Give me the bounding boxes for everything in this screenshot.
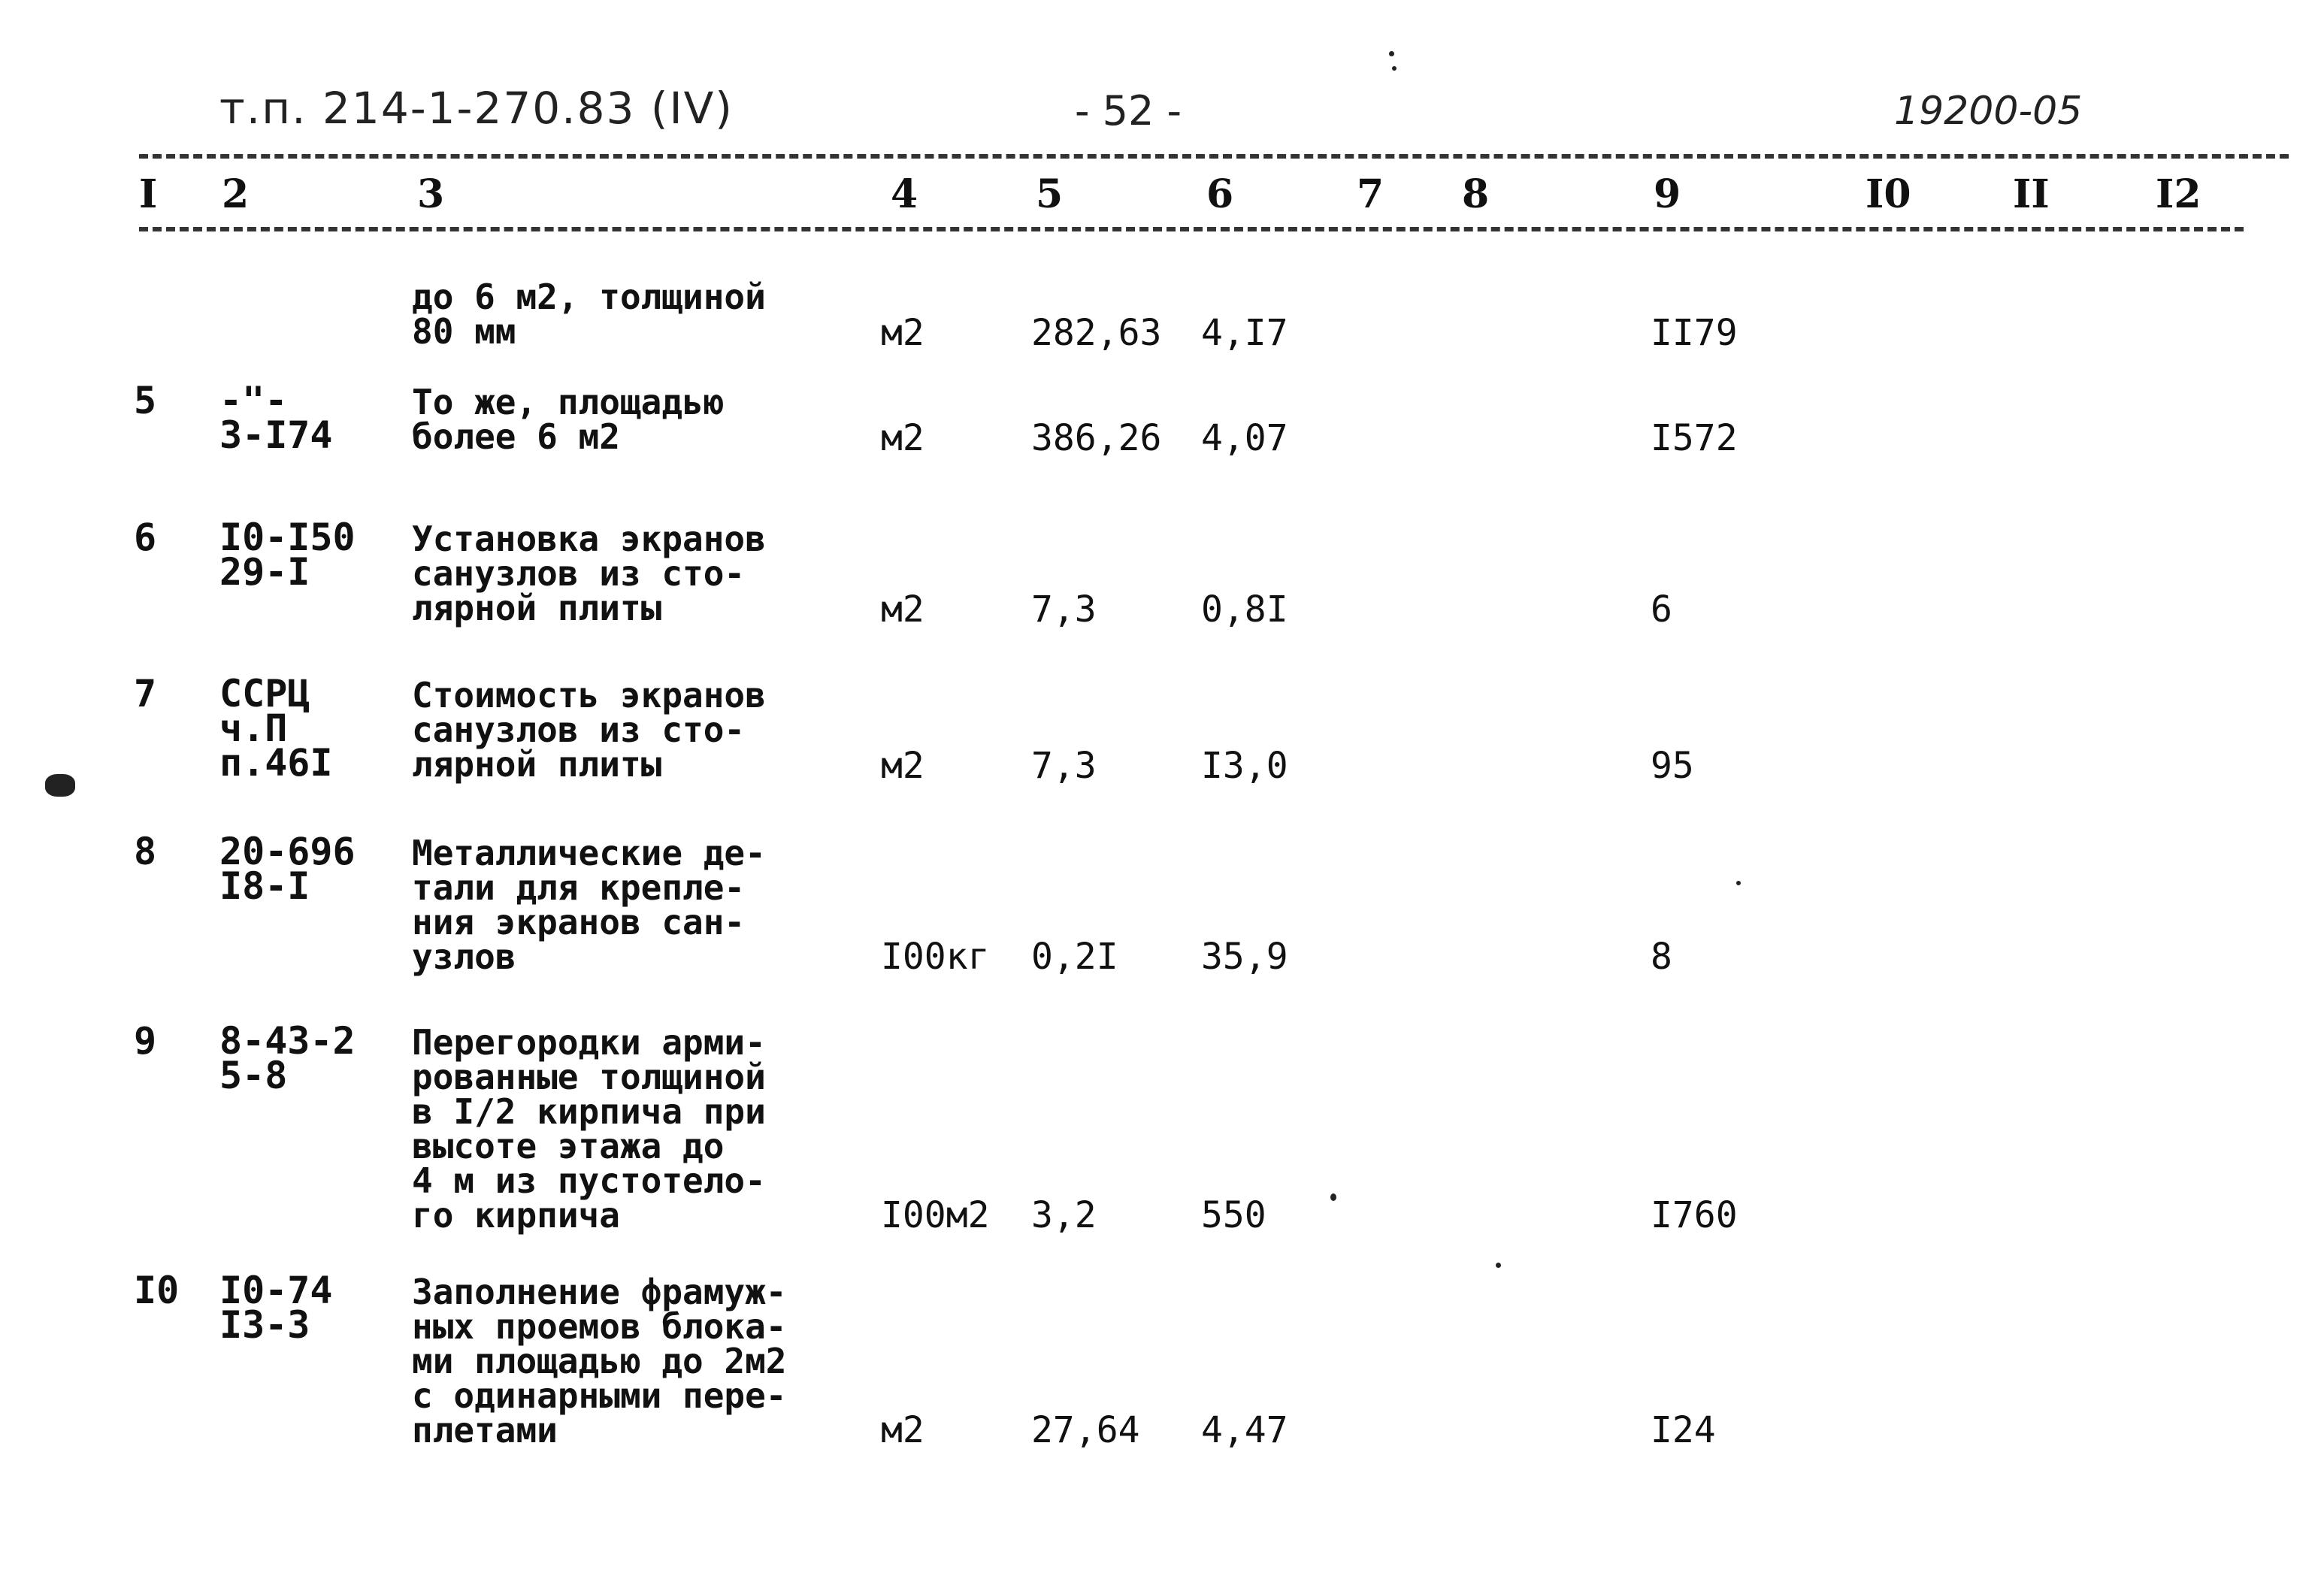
row-quantity: 7,3 bbox=[1031, 745, 1097, 787]
row-description: Стоимость экранов санузлов из сто- лярной плиты bbox=[412, 675, 766, 785]
row-quantity: 7,3 bbox=[1031, 588, 1097, 631]
column-number: II bbox=[2013, 171, 2050, 217]
column-number: 7 bbox=[1357, 171, 1384, 217]
row-quantity: 282,63 bbox=[1031, 312, 1162, 354]
column-number: 4 bbox=[891, 171, 918, 217]
row-price: I3,0 bbox=[1201, 745, 1288, 787]
page-number: - 52 - bbox=[1075, 87, 1182, 135]
scan-speck bbox=[1736, 881, 1741, 885]
row-price: 35,9 bbox=[1201, 936, 1288, 978]
header-rule-bottom bbox=[139, 227, 2244, 231]
row-price: 4,07 bbox=[1201, 417, 1288, 459]
row-description: Перегородки арми- рованные толщиной в I/2 кирпича при высоте этажа до 4 м из пустотело- го кирпича bbox=[412, 1022, 766, 1236]
row-code: 20-696 I8-I bbox=[219, 830, 356, 908]
row-description: до 6 м2, толщиной 80 мм bbox=[412, 277, 766, 352]
row-unit: I00кг bbox=[881, 936, 990, 978]
row-number: 6 bbox=[134, 516, 157, 559]
row-description: То же, площадью более 6 м2 bbox=[412, 382, 725, 457]
column-number: 5 bbox=[1036, 171, 1064, 217]
scan-speck bbox=[1392, 66, 1397, 71]
scan-speck bbox=[1496, 1263, 1501, 1268]
column-number: 3 bbox=[417, 171, 445, 217]
row-total: 95 bbox=[1651, 745, 1694, 787]
row-number: I0 bbox=[134, 1269, 180, 1312]
row-unit: м2 bbox=[881, 417, 924, 459]
row-quantity: 27,64 bbox=[1031, 1409, 1140, 1451]
row-description: Металлические де- тали для крепле- ния экранов сан- узлов bbox=[412, 833, 766, 977]
row-unit: м2 bbox=[881, 1409, 924, 1451]
row-total: I572 bbox=[1651, 417, 1738, 459]
column-number: 8 bbox=[1462, 171, 1490, 217]
row-total: I24 bbox=[1651, 1409, 1716, 1451]
row-total: II79 bbox=[1651, 312, 1738, 354]
row-price: 4,I7 bbox=[1201, 312, 1288, 354]
row-quantity: 0,2I bbox=[1031, 936, 1118, 978]
row-description: Заполнение фрамуж- ных проемов блока- ми площадью до 2м2 с одинарными пере- плетами bbox=[412, 1272, 787, 1450]
column-number: 2 bbox=[222, 171, 250, 217]
row-total: I760 bbox=[1651, 1194, 1738, 1236]
row-unit: I00м2 bbox=[881, 1194, 990, 1236]
row-number: 9 bbox=[134, 1019, 157, 1063]
row-unit: м2 bbox=[881, 745, 924, 787]
row-unit: м2 bbox=[881, 588, 924, 631]
column-number: 6 bbox=[1206, 171, 1234, 217]
document-reference: т.п. 214-1-270.83 (IV) bbox=[219, 83, 734, 134]
row-quantity: 3,2 bbox=[1031, 1194, 1097, 1236]
row-unit: м2 bbox=[881, 312, 924, 354]
document-code: 19200-05 bbox=[1894, 89, 2083, 134]
row-price: 550 bbox=[1201, 1194, 1266, 1236]
row-code: 8-43-2 5-8 bbox=[219, 1019, 356, 1097]
column-number: I2 bbox=[2156, 171, 2201, 217]
row-code: I0-74 I3-3 bbox=[219, 1269, 333, 1347]
row-price: 0,8I bbox=[1201, 588, 1288, 631]
row-number: 5 bbox=[134, 379, 157, 422]
header-rule-top bbox=[139, 154, 2289, 159]
row-price: 4,47 bbox=[1201, 1409, 1288, 1451]
scan-blot bbox=[45, 774, 75, 797]
scan-speck bbox=[1330, 1193, 1336, 1201]
row-code: -"- 3-I74 bbox=[219, 379, 333, 457]
row-total: 6 bbox=[1651, 588, 1672, 631]
row-number: 8 bbox=[134, 830, 157, 873]
column-number: I bbox=[139, 171, 158, 217]
column-number: 9 bbox=[1654, 171, 1681, 217]
row-code: ССРЦ ч.П п.46I bbox=[219, 672, 333, 785]
row-description: Установка экранов санузлов из сто- лярной плиты bbox=[412, 519, 766, 628]
column-number: I0 bbox=[1866, 171, 1911, 217]
row-code: I0-I50 29-I bbox=[219, 516, 356, 594]
row-quantity: 386,26 bbox=[1031, 417, 1162, 459]
row-number: 7 bbox=[134, 672, 157, 715]
row-total: 8 bbox=[1651, 936, 1672, 978]
scan-speck bbox=[1389, 51, 1394, 56]
